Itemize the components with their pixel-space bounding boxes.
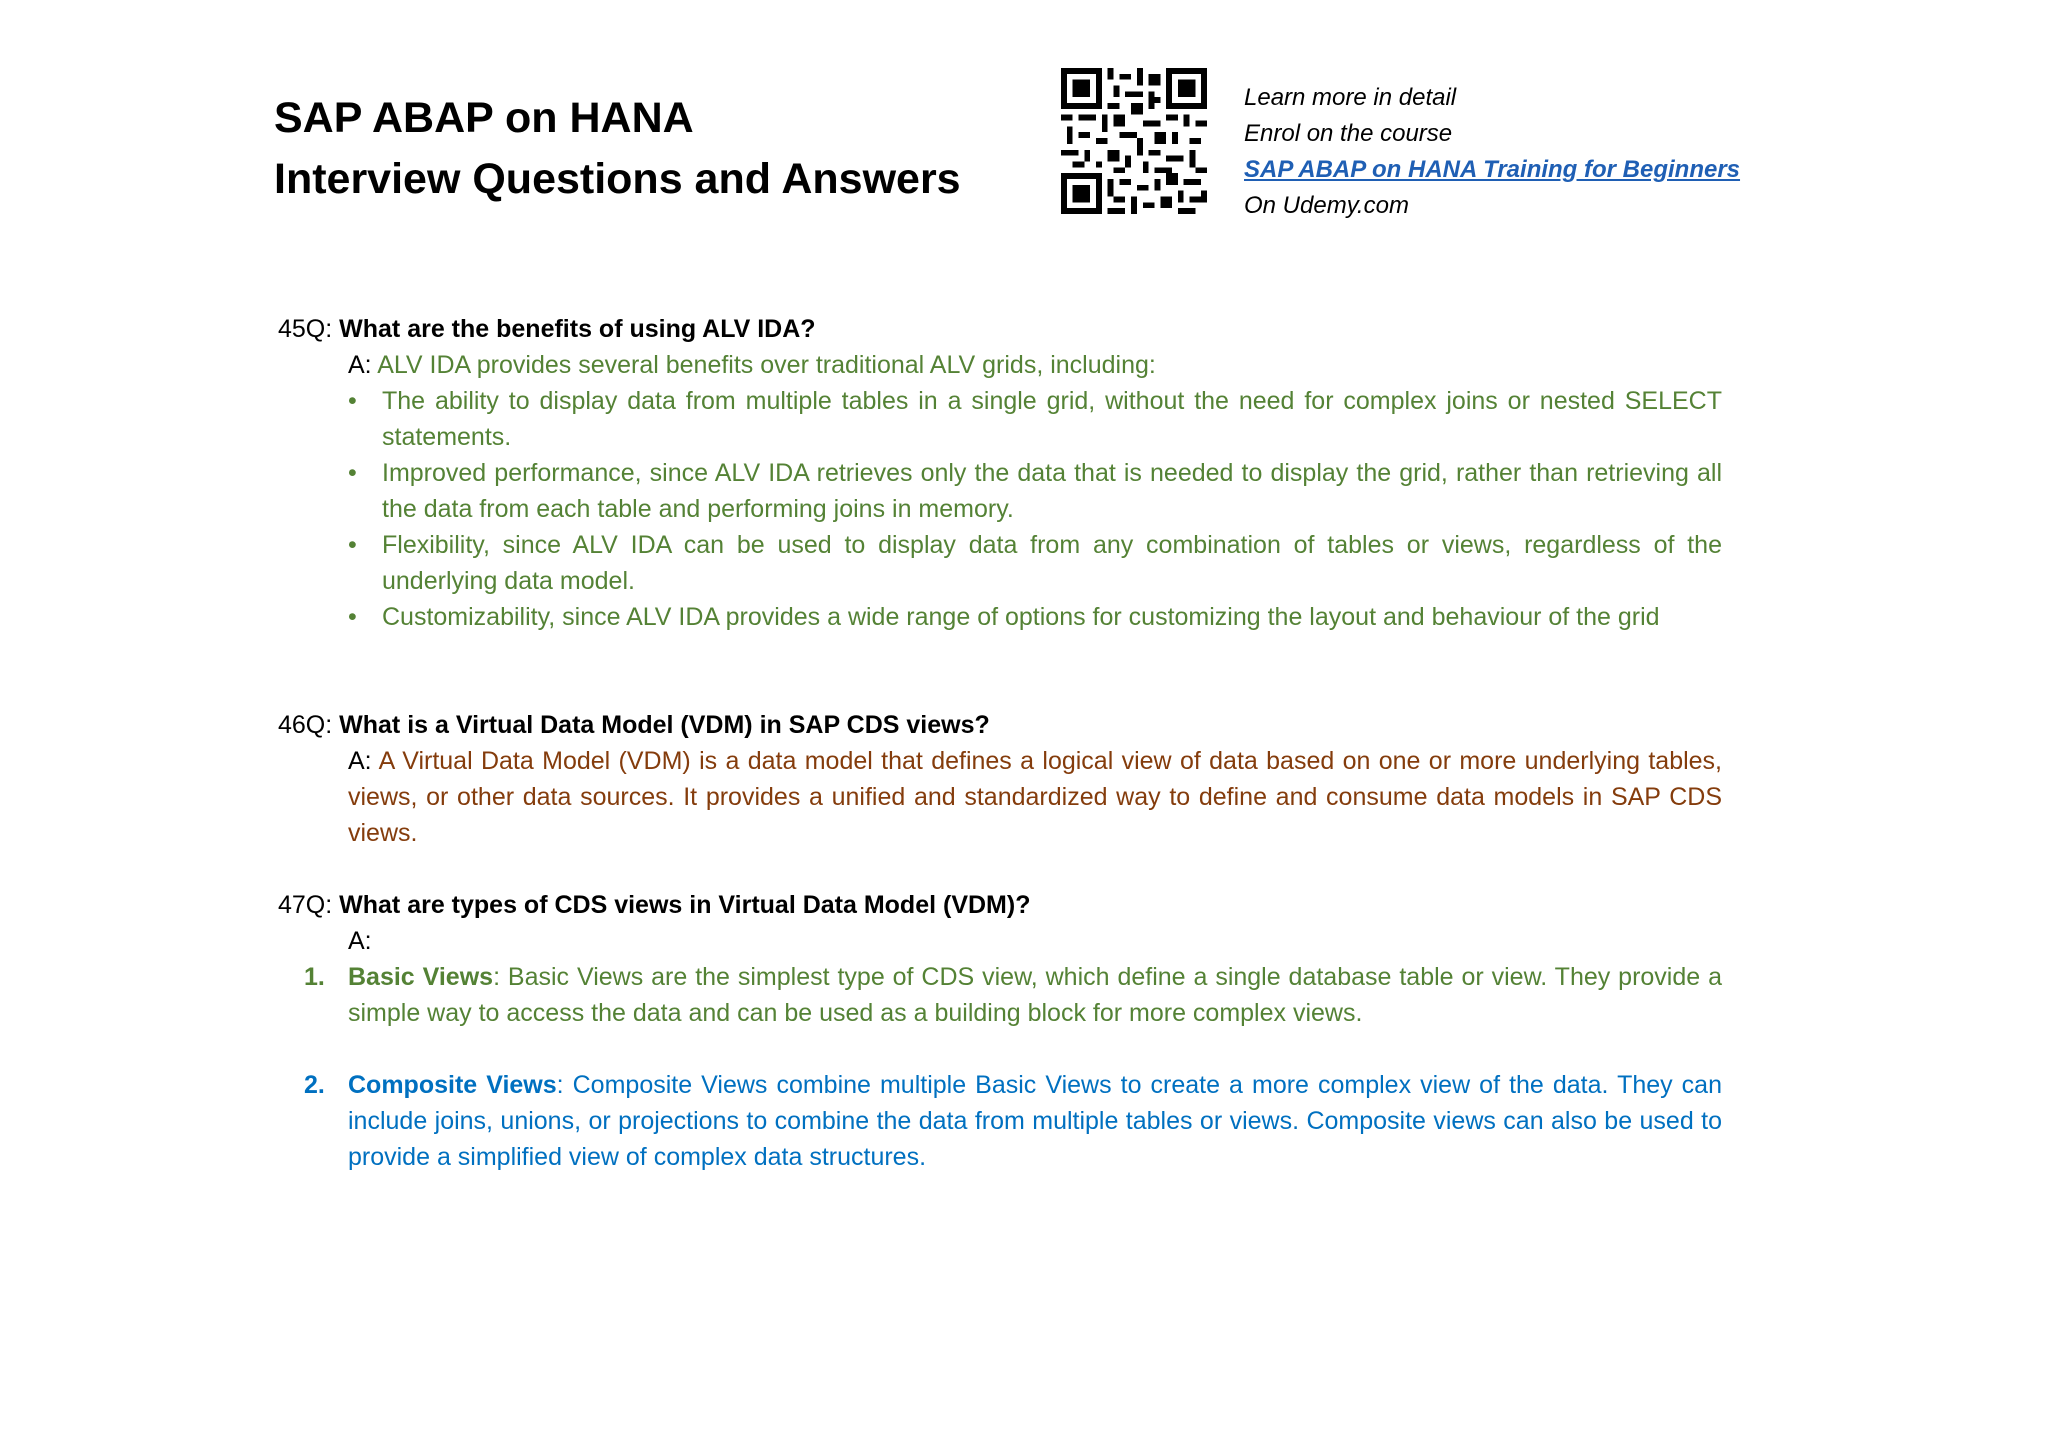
bullet-text: Customizability, since ALV IDA provides a wide range of options for customizing the layout and behaviour of the grid bbox=[382, 603, 1660, 631]
list-item bbox=[348, 383, 1722, 455]
list-item bbox=[304, 1067, 1722, 1175]
question-text: What is a Virtual Data Model (VDM) in SAP CDS views? bbox=[339, 711, 990, 739]
bullet-icon: • bbox=[348, 459, 357, 487]
promo-line-1: Learn more in detail bbox=[1244, 84, 1457, 111]
title-line-2: Interview Questions and Answers bbox=[274, 155, 961, 203]
question-text: What are the benefits of using ALV IDA? bbox=[339, 315, 816, 343]
list-item bbox=[348, 599, 1722, 635]
answer-45-intro bbox=[348, 347, 1722, 383]
list-item bbox=[304, 959, 1722, 1031]
answer-45-bullets bbox=[278, 383, 1722, 635]
promo-line-4: On Udemy.com bbox=[1244, 192, 1409, 219]
qr-code-icon[interactable] bbox=[1061, 68, 1207, 214]
item-term: Basic Views bbox=[348, 963, 494, 991]
question-text: What are types of CDS views in Virtual Data Model (VDM)? bbox=[339, 891, 1031, 919]
bullet-text: The ability to display data from multiple tables in a single grid, without the need for complex joins or nested SELECT statements. bbox=[382, 387, 1722, 451]
item-number: 1. bbox=[304, 963, 325, 991]
qa-content bbox=[278, 311, 1722, 1175]
course-promo bbox=[1244, 80, 1740, 224]
question-number: 47Q: bbox=[278, 891, 340, 919]
course-link[interactable]: SAP ABAP on HANA Training for Beginners bbox=[1244, 156, 1741, 183]
answer-47-prefix: A: bbox=[348, 927, 372, 955]
question-45 bbox=[278, 311, 1722, 347]
item-desc: : Composite Views combine multiple Basic Views to create a more complex view of the data. They can include joins, unions, or projections to combine the data from multiple tables or views. Composite views can also be used to provide a simplified view of complex data structures. bbox=[348, 1071, 1722, 1171]
bullet-text: Flexibility, since ALV IDA can be used to display data from any combination of tables or views, regardless of the underlying data model. bbox=[382, 531, 1722, 595]
question-46 bbox=[278, 707, 1722, 743]
list-spacer bbox=[348, 1031, 1722, 1067]
promo-line-2: Enrol on the course bbox=[1244, 120, 1453, 147]
bullet-icon: • bbox=[348, 531, 357, 559]
list-item bbox=[348, 527, 1722, 599]
answer-prefix: A: bbox=[348, 747, 379, 775]
question-47 bbox=[278, 887, 1722, 923]
question-number: 45Q: bbox=[278, 315, 340, 343]
answer-47-list bbox=[278, 959, 1722, 1175]
bullet-text: Improved performance, since ALV IDA retrieves only the data that is needed to display the grid, rather than retrieving all the data from each table and performing joins in memory. bbox=[382, 459, 1722, 523]
list-item bbox=[348, 455, 1722, 527]
bullet-icon: • bbox=[348, 387, 357, 415]
bullet-icon: • bbox=[348, 603, 357, 631]
item-number: 2. bbox=[304, 1071, 325, 1099]
page-title bbox=[274, 88, 961, 210]
answer-46 bbox=[348, 743, 1722, 851]
answer-prefix: A: bbox=[348, 351, 378, 379]
item-desc: : Basic Views are the simplest type of CDS view, which define a single database table or view. They provide a simple way to access the data and can be used as a building block for more complex views. bbox=[348, 963, 1722, 1027]
answer-text: A Virtual Data Model (VDM) is a data model that defines a logical view of data based on one or more underlying tables, views, or other data sources. It provides a unified and standardized way to define and consume data models in SAP CDS views. bbox=[348, 747, 1723, 847]
question-number: 46Q: bbox=[278, 711, 340, 739]
item-term: Composite Views bbox=[348, 1071, 557, 1099]
answer-text: ALV IDA provides several benefits over traditional ALV grids, including: bbox=[377, 351, 1156, 379]
title-line-1: SAP ABAP on HANA bbox=[274, 94, 694, 142]
